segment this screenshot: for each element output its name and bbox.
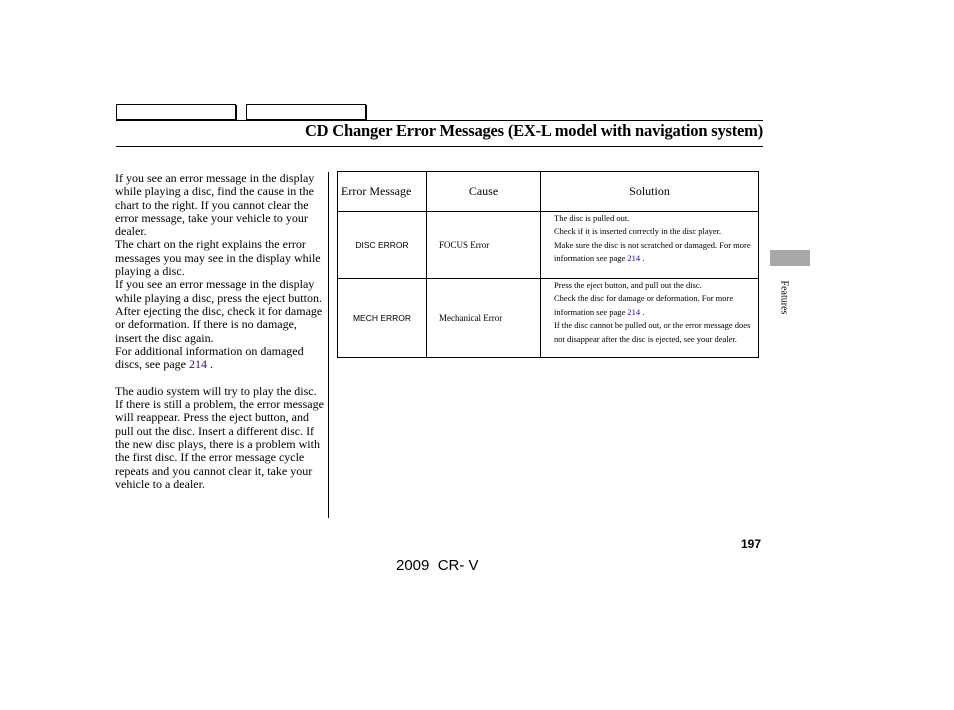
cause-cell: Mechanical Error xyxy=(427,279,541,358)
solution-line: Press the eject button, and pull out the disc. xyxy=(554,280,702,290)
solution-cell xyxy=(541,279,759,358)
solution-text: Check the disc for damage or deformation. For more information see page xyxy=(554,293,734,317)
footer-model: 2009 CR- V xyxy=(396,557,479,574)
header-error-message: Error Message xyxy=(338,172,427,212)
table-row xyxy=(338,212,759,279)
paragraph-text: . xyxy=(206,357,213,372)
solution-line xyxy=(554,239,754,266)
table-header-row xyxy=(338,172,759,212)
cause-cell: FOCUS Error xyxy=(427,212,541,279)
table-row xyxy=(338,279,759,358)
solution-cell xyxy=(541,212,759,279)
title-underline xyxy=(116,146,763,147)
page-link-214[interactable]: 214 xyxy=(627,253,641,264)
paragraph: The chart on the right explains the error messages you may see in the display while playing a disc. xyxy=(115,237,321,279)
page-link-214[interactable]: 214 xyxy=(188,357,207,372)
page-link-214[interactable]: 214 xyxy=(627,306,641,317)
page-title: CD Changer Error Messages (EX-L model with navigation system) xyxy=(304,121,763,140)
solution-line: Check if it is inserted correctly in the disc player. xyxy=(554,226,722,237)
paragraph-text: For additional information on damaged discs, see page xyxy=(115,343,304,372)
body-text xyxy=(115,172,325,491)
solution-line: The disc is pulled out. xyxy=(554,213,630,223)
solution-line xyxy=(554,292,754,319)
solution-line: If the disc cannot be pulled out, or the error message does not disappear after the disc is ejected, see your dealer. xyxy=(554,320,751,344)
solution-text: . xyxy=(640,306,645,317)
nav-back-button[interactable] xyxy=(116,104,236,120)
solution-text: Make sure the disc is not scratched or damaged. For more information see page xyxy=(554,239,751,264)
header-cause: Cause xyxy=(427,172,541,212)
paragraph: If you see an error message in the display while playing a disc, find the cause in the chart to the right. If you cannot clear the error message, take your vehicle to your dealer. xyxy=(115,171,315,239)
paragraph: The audio system will try to play the disc. If there is still a problem, the error message will reappear. Press the eject button, and pull out the disc. Insert a different disc. If the new disc plays, there is a problem with the first disc. If the error message cycle repeats and you cannot clear it, take your vehicle to a dealer. xyxy=(115,383,324,491)
error-code-cell: MECH ERROR xyxy=(338,279,427,358)
paragraph: If you see an error message in the display while playing a disc, press the eject button. After ejecting the disc, check it for damage or deformation. If there is no damage, insert the disc again. xyxy=(115,277,323,345)
paragraph xyxy=(115,345,325,372)
nav-next-button[interactable] xyxy=(246,104,366,120)
error-code-cell: DISC ERROR xyxy=(338,212,427,279)
page-number: 197 xyxy=(741,537,762,551)
solution-text: . xyxy=(640,253,645,264)
header-solution: Solution xyxy=(541,172,759,212)
column-divider xyxy=(328,172,329,518)
section-label: Features xyxy=(778,280,790,315)
error-table xyxy=(337,171,759,358)
section-tab[interactable] xyxy=(770,250,810,266)
